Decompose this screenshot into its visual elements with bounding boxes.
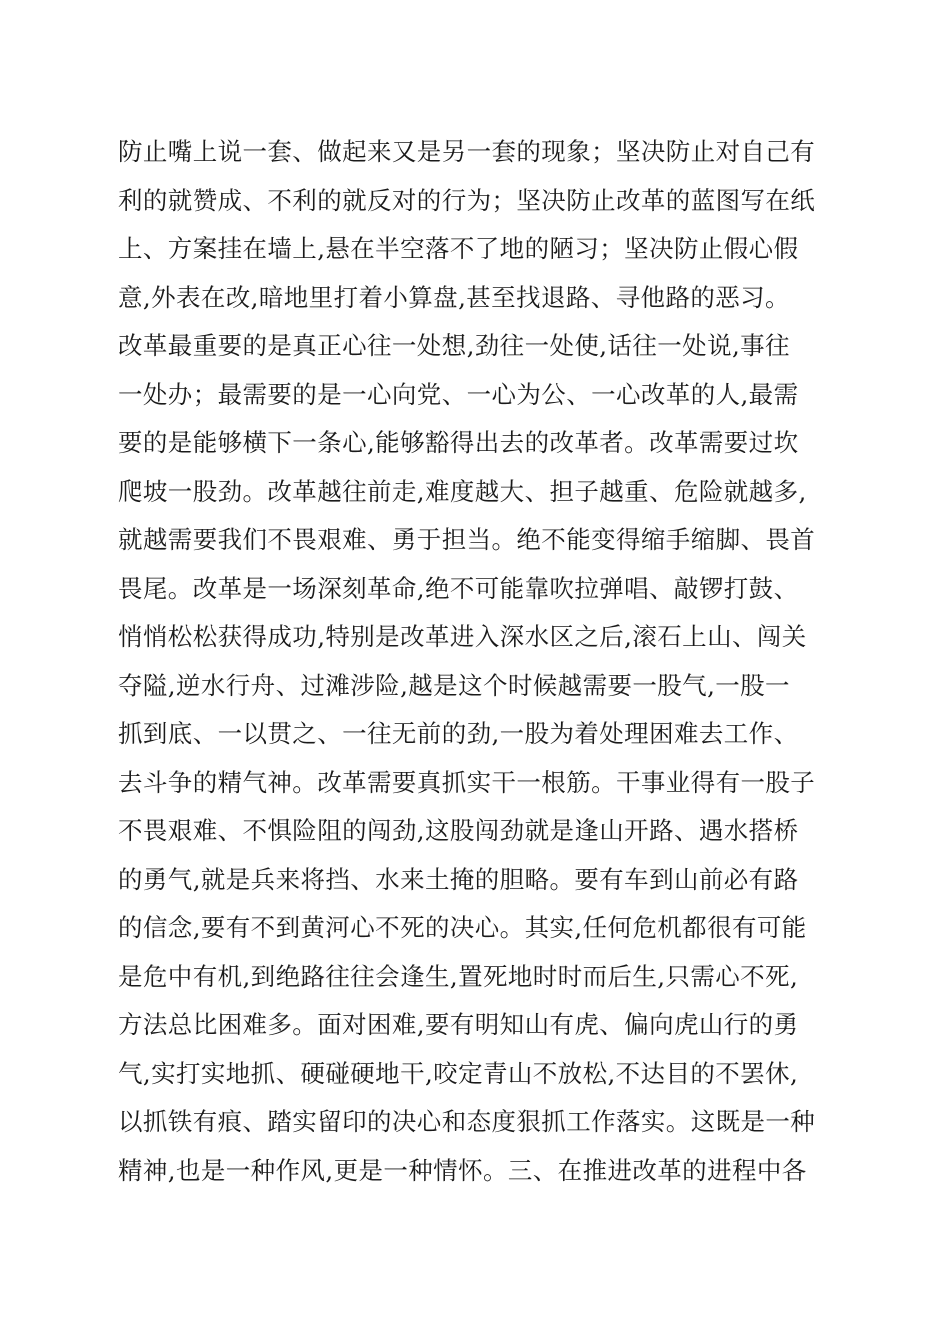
text-line: 意,外表在改,暗地里打着小算盘,甚至找退路、寻他路的恶习。 — [118, 282, 790, 312]
text-line: 是危中有机,到绝路往往会逢生,置死地时时而后生,只需心不死, — [118, 961, 799, 991]
text-line: 爬坡一股劲。改革越往前走,难度越大、担子越重、危险就越多, — [118, 476, 807, 506]
text-line: 不畏艰难、不惧险阻的闯劲,这股闯劲就是逢山开路、遇水搭桥 — [118, 816, 799, 845]
text-line: 改革最重要的是真正心往一处想,劲往一处使,话往一处说,事往 — [118, 331, 790, 360]
text-line: 精神,也是一种作风,更是一种情怀。三、在推进改革的进程中各 — [118, 1155, 807, 1185]
text-line: 上、方案挂在墙上,悬在半空落不了地的陋习；坚决防止假心假 — [118, 234, 799, 263]
text-line: 的信念,要有不到黄河心不死的决心。其实,任何危机都很有可能 — [118, 913, 807, 942]
text-line: 抓到底、一以贯之、一往无前的劲,一股为着处理困难去工作、 — [118, 719, 799, 748]
text-line: 以抓铁有痕、踏实留印的决心和态度狠抓工作落实。这既是一种 — [118, 1107, 816, 1136]
text-line: 的勇气,就是兵来将挡、水来土掩的胆略。要有车到山前必有路 — [118, 864, 799, 894]
text-line: 防止嘴上说一套、做起来又是另一套的现象；坚决防止对自己有 — [118, 137, 816, 166]
text-line: 悄悄松松获得成功,特别是改革进入深水区之后,滚石上山、闯关 — [118, 622, 807, 651]
body-text — [118, 128, 838, 1195]
text-line: 就越需要我们不畏艰难、勇于担当。绝不能变得缩手缩脚、畏首 — [118, 525, 816, 554]
text-line: 方法总比困难多。面对困难,要有明知山有虎、偏向虎山行的勇 — [118, 1010, 799, 1039]
text-line: 畏尾。改革是一场深刻革命,绝不可能靠吹拉弹唱、敲锣打鼓、 — [118, 573, 799, 603]
text-line: 去斗争的精气神。改革需要真抓实干一根筋。干事业得有一股子 — [118, 767, 816, 797]
text-line: 气,实打实地抓、硬碰硬地干,咬定青山不放松,不达目的不罢休, — [118, 1058, 799, 1088]
text-line: 要的是能够横下一条心,能够豁得出去的改革者。改革需要过坎 — [118, 428, 799, 457]
text-line: 一处办；最需要的是一心向党、一心为公、一心改革的人,最需 — [118, 379, 799, 409]
text-line: 夺隘,逆水行舟、过滩涉险,越是这个时候越需要一股气,一股一 — [118, 670, 790, 700]
text-line: 利的就赞成、不利的就反对的行为；坚决防止改革的蓝图写在纸 — [118, 185, 816, 215]
